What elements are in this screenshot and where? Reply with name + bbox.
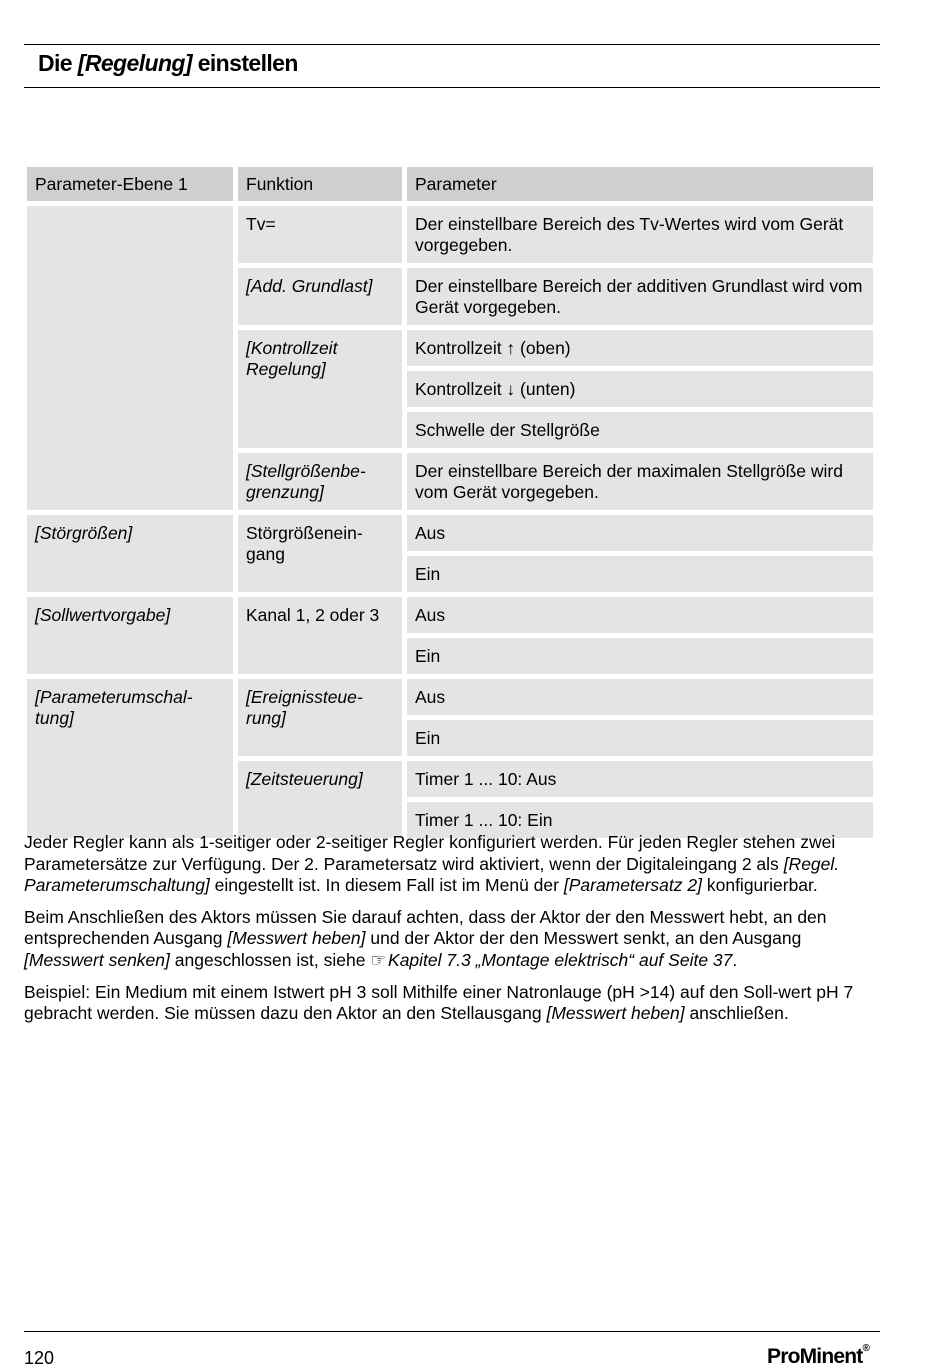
paragraph-configuration: [24, 832, 880, 897]
function-cell: Störgrößenein-gang: [238, 515, 402, 592]
function-cell: [Zeitsteuerung]: [238, 761, 402, 838]
parameter-cell: Kontrollzeit ↑ (oben): [407, 330, 873, 366]
parameter-cell: Schwelle der Stellgröße: [407, 412, 873, 448]
parameter-cell: Timer 1 ... 10: Ein: [407, 802, 873, 838]
parameter-cell: Timer 1 ... 10: Aus: [407, 761, 873, 797]
column-header-function: Funktion: [238, 167, 402, 201]
parameter-cell: Ein: [407, 556, 873, 592]
paragraph-actuator: [24, 907, 880, 972]
title-prefix: Die: [38, 50, 72, 76]
text-run: Beim Anschließen des Aktors müssen Sie darauf achten, dass der Aktor der den Messwert hebt, an den entsprechenden Ausgang: [24, 906, 827, 949]
page-title: [38, 50, 298, 77]
menu-reference: [Regel. Parameterumschaltung]: [24, 853, 840, 896]
parameter-table: [22, 162, 878, 843]
menu-reference: [Messwert heben]: [227, 928, 366, 949]
paragraph-example: [24, 982, 880, 1025]
table-row: [27, 679, 873, 715]
prominent-logo: [767, 1345, 869, 1369]
column-header-level: Parameter-Ebene 1: [27, 167, 233, 201]
parameter-cell: Aus: [407, 679, 873, 715]
level-cell-empty: [27, 206, 233, 510]
title-suffix: einstellen: [197, 50, 298, 76]
function-cell: [Add. Grundlast]: [238, 268, 402, 325]
level-cell: [Störgrößen]: [27, 515, 233, 592]
function-cell: Tv=: [238, 206, 402, 263]
parameter-cell: Ein: [407, 638, 873, 674]
text-run: eingestellt ist. In diesem Fall ist im Menü der: [214, 875, 559, 896]
table-row: [27, 206, 873, 263]
menu-reference: [Messwert senken]: [24, 949, 170, 970]
footer-rule: [24, 1331, 880, 1332]
title-italic: [Regelung]: [77, 50, 192, 76]
table-row: [27, 515, 873, 551]
parameter-cell: Der einstellbare Bereich des Tv-Wertes wird vom Gerät vorgegeben.: [407, 206, 873, 263]
header-bottom-rule: [24, 87, 880, 88]
level-cell: [Parameterumschal-tung]: [27, 679, 233, 838]
parameter-cell: Aus: [407, 597, 873, 633]
column-header-parameter: Parameter: [407, 167, 873, 201]
chapter-link[interactable]: Kapitel 7.3 „Montage elektrisch“ auf Seite 37: [388, 949, 733, 970]
logo-text: ProMinent: [767, 1345, 863, 1368]
menu-reference: [Messwert heben]: [546, 1003, 685, 1024]
text-run: Jeder Regler kann als 1-seitiger oder 2-seitiger Regler konfiguriert werden. Für jeden Regler stehen zwei Parametersätze zur Verfügung. Der 2. Parametersatz wird aktiviert, wenn der Digitaleingang 2 als: [24, 832, 836, 874]
text-run: konfigurierbar.: [706, 875, 818, 896]
parameter-cell: Aus: [407, 515, 873, 551]
text-run: und der Aktor der den Messwert senkt, an den Ausgang: [370, 928, 802, 949]
table-row: [27, 597, 873, 633]
logo-registered-mark: ®: [862, 1343, 870, 1354]
function-cell: Kanal 1, 2 oder 3: [238, 597, 402, 674]
table-header-row: [27, 167, 873, 201]
parameter-cell: Der einstellbare Bereich der additiven Grundlast wird vom Gerät vorgegeben.: [407, 268, 873, 325]
function-cell: [Ereignissteue-rung]: [238, 679, 402, 756]
text-run: .: [732, 949, 738, 970]
text-run: Beispiel: Ein Medium mit einem Istwert pH 3 soll Mithilfe einer Natronlauge (pH >14) auf den Soll-wert pH 7 gebracht werden. Sie müssen dazu den Aktor an den Stellausgang: [24, 981, 854, 1024]
page-number: 120: [24, 1348, 55, 1368]
function-cell: [Kontrollzeit Regelung]: [238, 330, 402, 448]
parameter-cell: Ein: [407, 720, 873, 756]
header-top-rule: [24, 44, 880, 45]
level-cell: [Sollwertvorgabe]: [27, 597, 233, 674]
function-cell: [Stellgrößenbe-grenzung]: [238, 453, 402, 510]
text-run: angeschlossen ist, siehe: [174, 949, 366, 970]
body-text: [24, 832, 880, 1035]
parameter-cell: Der einstellbare Bereich der maximalen Stellgröße wird vom Gerät vorgegeben.: [407, 453, 873, 510]
text-run: anschließen.: [689, 1003, 789, 1024]
parameter-cell: Kontrollzeit ↓ (unten): [407, 371, 873, 407]
pointing-hand-icon: ☞: [370, 949, 387, 970]
menu-reference: [Parametersatz 2]: [563, 875, 702, 896]
